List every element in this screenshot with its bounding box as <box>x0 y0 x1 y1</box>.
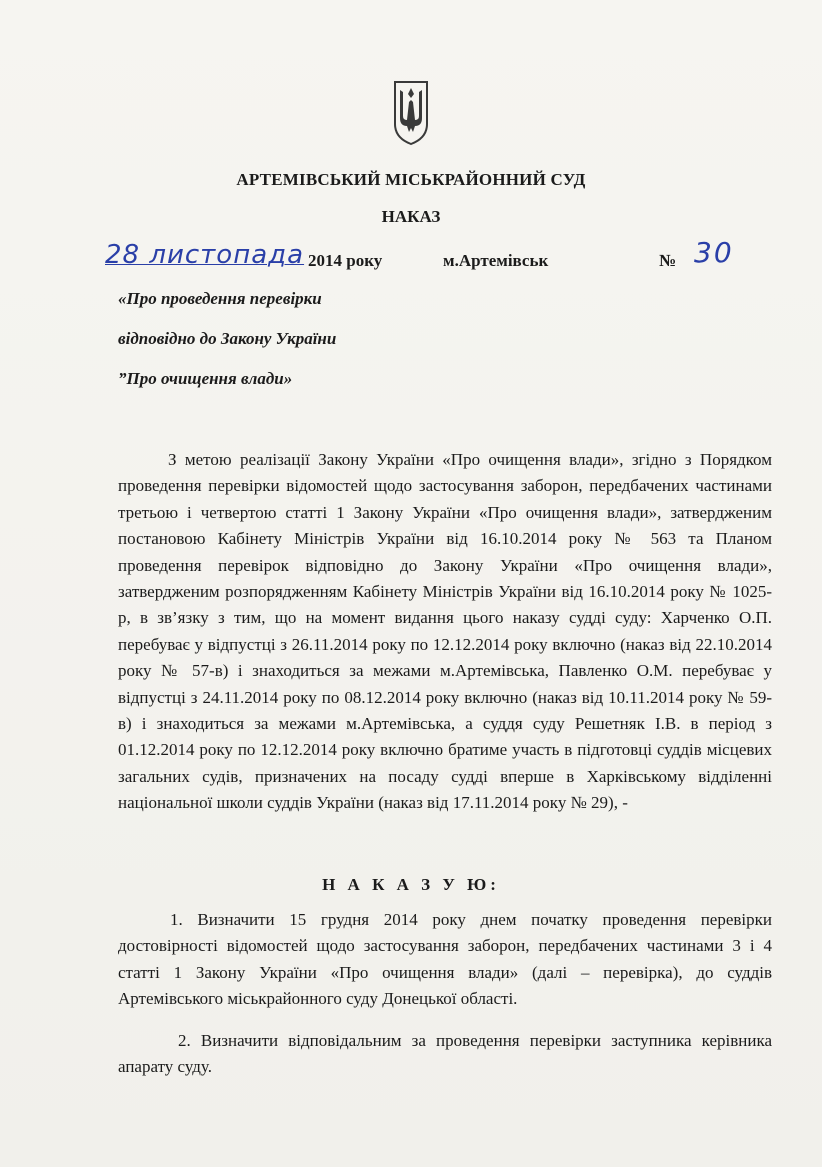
handwritten-order-number: 30 <box>694 236 734 269</box>
order-city: м.Артемівськ <box>443 251 549 270</box>
order-word-heading: Н А К А З У Ю: <box>322 875 500 894</box>
order-number-sign: № <box>659 251 677 270</box>
trident-coat-of-arms-icon <box>391 80 431 146</box>
subject-line-2: відповідно до Закону України <box>118 329 337 348</box>
subject-line-1: «Про проведення перевірки <box>118 289 322 308</box>
subject-line-3: ”Про очищення влади» <box>118 369 293 388</box>
order-year: 2014 року <box>308 251 383 270</box>
preamble-paragraph: З метою реалізації Закону України «Про очищення влади», згідно з Порядком проведення перевірки відомостей щодо застосування заборон, передбачених частинами третьою і четвертою статті 1 Закону України «Про очищення влади», затвердженим постановою Кабінету Міністрів України від 16.10.2014 року № 563 та Планом проведення перевірок відповідно до Закону України «Про очищення влади», затвердженим розпорядженням Кабінету Міністрів України від 16.10.2014 року № 1025-р, в зв’язку з тим, що на момент видання цього наказу судді суду: Харченко О.П. перебуває у відпустці з 26.11.2014 року по 12.12.2014 року включно (наказ від 22.10.2014 року № 57-в) і знаходиться за межами м.Артемівська, Павленко О.М. перебуває у відпустці з 24.11.2014 року по 08.12.2014 року включно (наказ від 10.11.2014 року № 59-в) і знаходиться за межами м.Артемівська, а суддя суду Решетняк І.В. в період з 01.12.2014 року по 12.12.2014 року включно братиме участь в підготовці суддів місцевих загальних судів, призначених на посаду судді вперше в Харківському відділенні національної школи суддів України (наказ від 17.11.2014 року № 29), - <box>118 450 772 813</box>
order-item-1: 1. Визначити 15 грудня 2014 року днем початку проведення перевірки достовірності відомостей щодо застосування заборон, передбачених частинами 3 і 4 статті 1 Закону України «Про очищення влади» (далі – перевірка), до суддів Артемівського міськрайонного суду Донецької області. <box>118 910 772 1009</box>
court-name: АРТЕМІВСЬКИЙ МІСЬКРАЙОННИЙ СУД <box>236 170 586 189</box>
document-type-title: НАКАЗ <box>381 207 441 226</box>
order-item-2: 2. Визначити відповідальним за проведення перевірки заступника керівника апарату суду. <box>118 1031 772 1077</box>
handwritten-date: 28 листопада <box>105 240 305 270</box>
